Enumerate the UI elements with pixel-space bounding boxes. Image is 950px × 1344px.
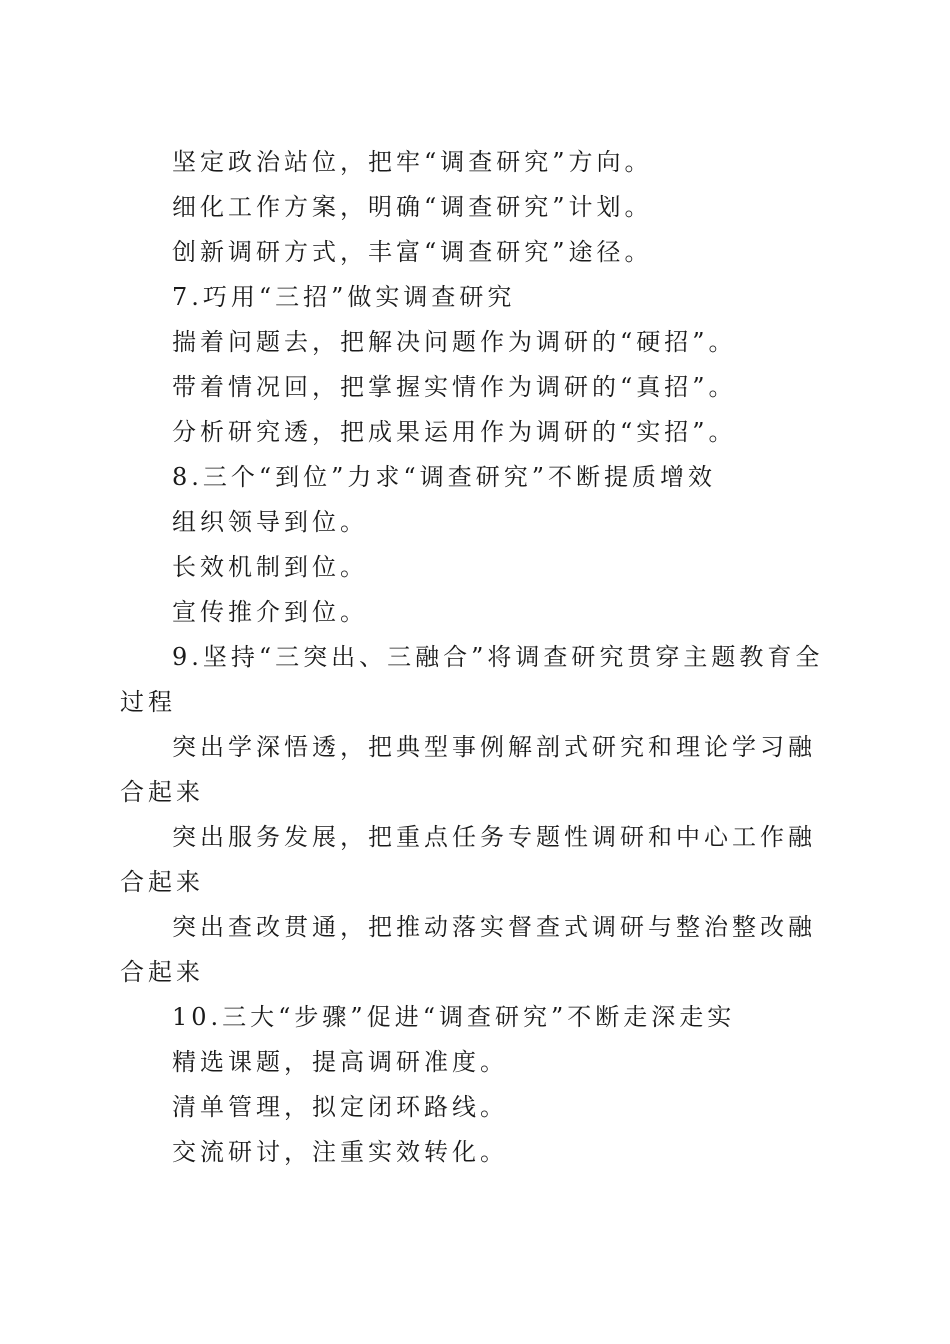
paragraph-line: 创新调研方式，丰富“调查研究”途径。	[172, 238, 653, 266]
section-heading: 10.三大“步骤”促进“调查研究”不断走深走实	[172, 1003, 736, 1031]
paragraph-line: 长效机制到位。	[172, 553, 368, 581]
paragraph-line: 分析研究透，把成果运用作为调研的“实招”。	[172, 418, 737, 446]
paragraph-line: 精选课题，提高调研准度。	[172, 1048, 508, 1076]
section-heading: 8.三个“到位”力求“调查研究”不断提质增效	[172, 463, 716, 491]
document-body	[120, 140, 825, 1175]
paragraph-line: 清单管理，拟定闭环路线。	[172, 1093, 508, 1121]
paragraph-line: 交流研讨，注重实效转化。	[172, 1138, 508, 1166]
section-heading: 7.巧用“三招”做实调查研究	[172, 283, 516, 311]
paragraph-line: 带着情况回，把掌握实情作为调研的“真招”。	[172, 373, 737, 401]
paragraph-line: 细化工作方案，明确“调查研究”计划。	[172, 193, 653, 221]
paragraph-line: 组织领导到位。	[172, 508, 368, 536]
paragraph-line: 突出查改贯通，把推动落实督查式调研与整治整改融合起来	[120, 913, 816, 986]
paragraph-line: 突出服务发展，把重点任务专题性调研和中心工作融合起来	[120, 823, 816, 896]
paragraph-line: 突出学深悟透，把典型事例解剖式研究和理论学习融合起来	[120, 733, 816, 806]
paragraph-line: 揣着问题去，把解决问题作为调研的“硬招”。	[172, 328, 737, 356]
paragraph-line: 宣传推介到位。	[172, 598, 368, 626]
section-heading: 9.坚持“三突出、三融合”将调查研究贯穿主题教育全过程	[120, 643, 824, 716]
paragraph-line: 坚定政治站位，把牢“调查研究”方向。	[172, 148, 653, 176]
